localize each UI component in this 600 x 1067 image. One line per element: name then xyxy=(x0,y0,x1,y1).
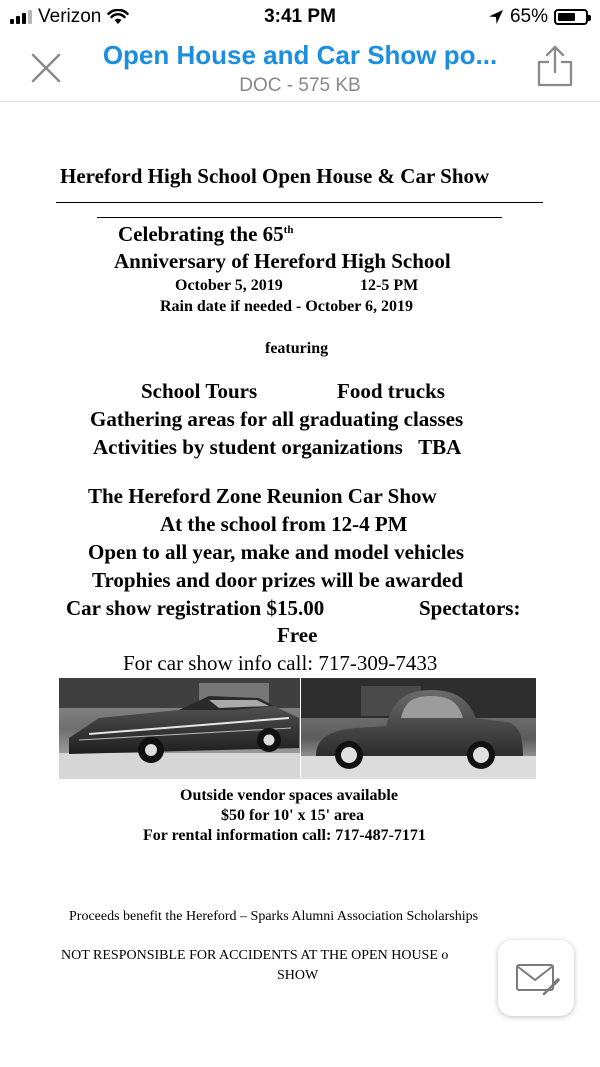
share-icon xyxy=(536,44,574,88)
trophies: Trophies and door prizes will be awarded xyxy=(92,568,464,592)
gathering-areas: Gathering areas for all graduating classes xyxy=(90,407,464,431)
document-subtitle: DOC - 575 KB xyxy=(239,75,361,96)
vendor-price: $50 for 10' x 15' area xyxy=(221,807,364,824)
share-button[interactable] xyxy=(536,44,574,88)
proceeds-note: Proceeds benefit the Hereford – Sparks Alumni Association Scholarships xyxy=(69,909,479,924)
rental-info: For rental information call: 717-487-7171 xyxy=(143,827,426,844)
car-photo-chevy xyxy=(59,678,300,779)
close-button[interactable] xyxy=(28,50,64,86)
battery-icon xyxy=(554,9,588,25)
car-show-hours: At the school from 12-4 PM xyxy=(160,512,408,536)
celebrating-line xyxy=(118,222,293,247)
close-icon xyxy=(28,50,64,86)
title-block xyxy=(80,40,520,97)
mail-edit-icon xyxy=(498,940,574,1016)
activities: Activities by student organizations TBA xyxy=(93,435,462,459)
school-tours: School Tours xyxy=(141,379,258,403)
car-show-info: For car show info call: 717-309-7433 xyxy=(123,651,438,675)
location-arrow-icon xyxy=(488,9,504,25)
event-date: October 5, 2019 xyxy=(175,277,283,294)
registration-fee: Car show registration $15.00 xyxy=(66,596,325,620)
mail-markup-button[interactable] xyxy=(498,940,574,1016)
car-photo-coupe xyxy=(301,678,536,779)
featuring-label: featuring xyxy=(265,340,329,357)
heading-rule-2 xyxy=(97,217,502,218)
disclaimer-line-2: SHOW xyxy=(277,968,319,983)
vendor-spaces: Outside vendor spaces available xyxy=(180,787,398,804)
disclaimer-line-1: NOT RESPONSIBLE FOR ACCIDENTS AT THE OPEN HOUSE o xyxy=(61,948,449,963)
document-title: Open House and Car Show po... xyxy=(102,40,498,70)
event-time: 12-5 PM xyxy=(360,277,419,294)
celebrating-text: Celebrating the 65 xyxy=(118,222,284,246)
spectators-label: Spectators: xyxy=(419,596,521,620)
battery-percent: 65% xyxy=(509,6,548,27)
status-right xyxy=(488,6,588,28)
open-to-all: Open to all year, make and model vehicles xyxy=(88,540,465,564)
rain-date: Rain date if needed - October 6, 2019 xyxy=(160,298,414,315)
document-page[interactable] xyxy=(0,103,600,1067)
status-time: 3:41 PM xyxy=(264,6,336,27)
car-show-title: The Hereford Zone Reunion Car Show xyxy=(88,484,437,508)
anniversary-line: Anniversary of Hereford High School xyxy=(114,249,451,273)
document-header xyxy=(0,34,600,102)
carrier-label: Verizon xyxy=(38,6,102,27)
spectators-free: Free xyxy=(277,623,318,647)
food-trucks: Food trucks xyxy=(337,379,445,403)
status-bar xyxy=(0,0,600,34)
battery-fill xyxy=(558,13,575,21)
celebrating-sup: th xyxy=(283,224,294,236)
heading-rule-1 xyxy=(56,202,543,203)
doc-heading: Hereford High School Open House & Car Show xyxy=(60,164,490,188)
